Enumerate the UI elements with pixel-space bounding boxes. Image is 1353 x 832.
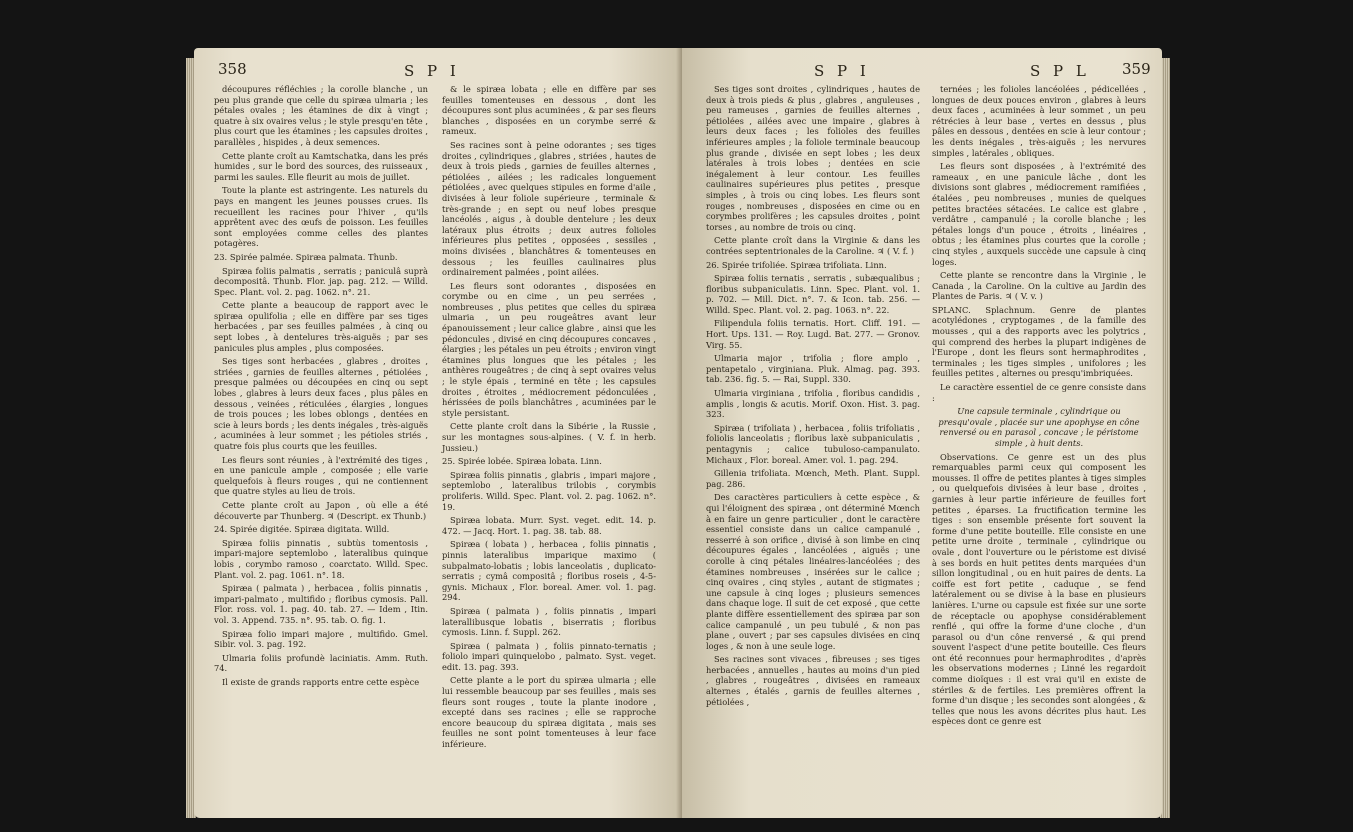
paragraph: Ulmaria major , trifolia ; flore amplo , pentapetalo , virginiana. Pluk. Almag. pag. 393. tab. 236. fig. 5. — Rai, Suppl. 330. (706, 353, 920, 385)
paragraph: 26. Spirée trifoliée. Spiræa trifoliata. Linn. (706, 259, 887, 270)
paragraph: Spiræa foliis pinnatis , subtùs tomentosis , impari-majore septemlobo , lateralibus quinque lobis , corymbo ramoso , coarctato. Willd. Spec. Plant. vol. 2. pag. 1061. n°. 18. (214, 537, 428, 580)
left-column-1 (214, 84, 428, 690)
left-running-header: S P I (404, 62, 460, 80)
paragraph: SPLANC. Splachnum. Genre de plantes acotylédones , cryptogames , de la famille des mousses , qui a des rapports avec les polytrics , qui comprend des herbes la plupart indigènes de l'Europe , dont les fleurs sont hermaphrodites , terminales ; les tiges simples , unifolores ; les feuilles petites , alternes ou presqu'imbriquées. (932, 304, 1146, 379)
paragraph: Ses racines sont vivaces , fibreuses ; ses tiges herbacées , annuelles , hautes au moins d'un pied , glabres , rougeâtres , divisées en rameaux alternes , étalés , garnis de feuilles alternes , pétiolées , (706, 654, 920, 707)
paragraph: découpures réfléchies ; la corolle blanche , un peu plus grande que celle du spiræa ulmaria ; les pétales ovales ; les étamines de dix à vingt ; quatre à six ovaires velus ; le style presqu'en tête , plus court que les étamines ; les capsules droites , parallèles , hispides , à deux semences. (214, 84, 428, 147)
paragraph: Ulmaria virginiana , trifolia , floribus candidis , amplis , longis & acutis. Morif. Oxon. Hist. 3. pag. 323. (706, 388, 920, 420)
paragraph: Ulmaria foliis profundè laciniatis. Amm. Ruth. 74. (214, 652, 428, 674)
paragraph: Spiræa foliis ternatis , serratis , subæqualibus ; floribus subpaniculatis. Linn. Spec. Plant. vol. 1. p. 702. — Mill. Dict. n°. 7. & Icon. tab. 256. — Willd. Spec. Plant. vol. 2. pag. 1063. n°. 22. (706, 273, 920, 315)
paragraph: Observations. Ce genre est un des plus remarquables parmi ceux qui composent les mousses. Il offre de petites plantes à tiges simples , ou quelquefois divisées à leur base , droites , garnies à leur partie inférieure de feuilles fort petites , éparses. La fructification termine les tiges : son ensemble présente fort souvent la forme d'une petite bouteille. Elle consiste en une petite urne droite , terminale , cylindrique ou ovale , dont l'ouverture ou le péristome est divisé à ses bords en huit petites dents marquées d'un sillon longitudinal , ou en huit paires de dents. La coiffe est fort petite , caduque , se fend latéralement ou se divise à la base en plusieurs lanières. L'urne ou capsule est fixée sur une sorte de réceptacle ou apophyse considérablement renflé , qui offre la forme d'une cloche , d'un parasol ou d'un cône renversé , & qui prend souvent l'aspect d'une petite bouteille. Ces fleurs ont été reconnues pour hermaphrodites , d'après les observations modernes ; Linné les regardoit comme dioïques : il est vrai qu'il en existe de stériles & de fertiles. Les premières offrent la forme d'un disque ; les secondes sont alongées , & telles que nous les avons décrites plus haut. Les espèces dont ce genre est (932, 451, 1146, 727)
paragraph: Cette plante a beaucoup de rapport avec le spiræa opulifolia ; elle en diffère par ses tiges herbacées , par ses feuilles palmées , à cinq ou sept lobes , à dentelures très-aiguës ; par ses panicules plus amples , plus composées. (214, 300, 428, 353)
right-column-1 (706, 84, 920, 710)
paragraph: Toute la plante est astringente. Les naturels du pays en mangent les jeunes pousses crues. Ils recueillent les racines pour l'hiver , qu'ils apprêtent avec des œufs de poisson. Les feuilles sont employées comme celles des plantes potagères. (214, 185, 428, 249)
paragraph: Les fleurs sont disposées , à l'extrémité des rameaux , en une panicule lâche , dont les divisions sont glabres , médiocrement ramifiées , étalées , peu nombreuses , munies de quelques petites bractées sétacées. Le calice est glabre , verdâtre , campanulé ; la corolle blanche ; les pétales longs d'un pouce , étroits , linéaires , obtus ; les étamines plus courtes que la corolle ; cinq styles , auxquels succède une capsule à cinq loges. (932, 161, 1146, 267)
paragraph: Les fleurs sont réunies , à l'extrémité des tiges , en une panicule ample , composée ; elle varie quelquefois à fleurs rouges , qui ne contiennent que quatre styles au lieu de trois. (214, 454, 428, 497)
right-page (682, 48, 1162, 818)
paragraph: Spiræa ( trifoliata ) , herbacea , foliis trifoliatis , foliolis lanceolatis ; floribus laxè subpaniculatis , pentagynis ; calice tubuloso-campanulato. Michaux , Flor. boreal. Amer. vol. 1. pag. 294. (706, 422, 920, 465)
paragraph: Spiræa lobata. Murr. Syst. veget. edit. 14. p. 472. — Jacq. Hort. 1. pag. 38. tab. 88. (442, 515, 656, 536)
right-running-header-right: S P L (1030, 62, 1090, 80)
paragraph: Spiræa foliis palmatis , serratis ; paniculâ suprà decompositâ. Thunb. Flor. jap. pag. 212. — Willd. Spec. Plant. vol. 2. pag. 1062. n°. 21. (214, 265, 428, 297)
left-column-2 (442, 84, 656, 753)
paragraph: Spiræa ( lobata ) , herbacea , foliis pinnatis , pinnis lateralibus imparique maximo ( subpalmato-lobatis ; lobis lanceolatis , duplicato-serratis ; cymâ compositâ ; floribus roseis , 4-5-gynis. Michaux , Flor. boreal. Amer. vol. 1. pag. 294. (442, 539, 656, 603)
paragraph: Cette plante croît dans la Virginie & dans les contrées septentrionales de la Caroline. ♃ ( V. f. ) (706, 235, 920, 256)
left-page (194, 48, 682, 818)
paragraph: Cette plante croît au Japon , où elle a été découverte par Thunberg. ♃ (Descript. ex Thunb.) (214, 499, 428, 521)
paragraph: 23. Spirée palmée. Spiræa palmata. Thunb. (214, 251, 398, 262)
paragraph: Les fleurs sont odorantes , disposées en corymbe ou en cime , un peu serrées , nombreuses , plus petites que celles du spiræa ulmaria , un peu rougeâtres avant leur épanouissement ; leur calice glabre , ainsi que les pédoncules , divisé en cinq découpures concaves , élargies ; les pétales un peu étroits ; environ vingt étamines plus longues que les pétales ; les anthères rougeâtres ; de cinq à sept ovaires velus ; le style épais , terminé en tête ; les capsules droites , étroites , médiocrement pédonculées , hérissées de poils blanchâtres , acuminées par le style persistant. (442, 280, 656, 418)
paragraph: Ses tiges sont droites , cylindriques , hautes de deux à trois pieds & plus , glabres , anguleuses , peu rameuses , garnies de feuilles alternes , pétiolées , ailées avec une impaire , glabres à leurs deux faces ; les folioles des feuilles inférieures amples ; la foliole terminale beaucoup plus grande , divisée en sept lobes ; les deux latérales à trois lobes ; dentées en scie inégalement à leur contour. Les feuilles caulinaires supérieures plus petites , presque simples , à trois ou cinq lobes. Les fleurs sont rouges , nombreuses , disposées en cime ou en corymbes prolifères ; les capsules droites , point torses , au nombre de trois ou cinq. (706, 84, 920, 232)
paragraph: Spiræa foliis pinnatis , glabris , impari majore , septemlobo , lateralibus trilobis , corymbis proliferis. Willd. Spec. Plant. vol. 2. pag. 1062. n°. 19. (442, 469, 656, 512)
paragraph: Spiræa ( palmata ) , herbacea , foliis pinnatis , impari-palmato , multifido ; floribus cymosis. Pall. Flor. ross. vol. 1. pag. 40. tab. 27. — Idem , Itin. vol. 3. Append. 735. n°. 95. tab. O. fig. 1. (214, 583, 428, 625)
paragraph: Spiræa folio impari majore , multifido. Gmel. Sibir. vol. 3. pag. 192. (214, 628, 428, 650)
right-column-2 (932, 84, 1146, 730)
paragraph: Ses racines sont à peine odorantes ; ses tiges droites , cylindriques , glabres , striées , hautes de deux à trois pieds , garnies de feuilles alternes , pétiolées , ailées ; les radicales longuement pétiolées , avec quelques stipules en forme d'aile , divisées à leur foliole supérieure , terminale & très-grande ; en sept ou neuf lobes presque lancéolés , aigus , à double dentelure ; les deux latéraux plus étroits ; deux autres folioles inférieures plus petites , opposées , sessiles , moins divisées , blanchâtres & tomenteuses en dessous ; les feuilles caulinaires plus ordinairement palmées , point ailées. (442, 139, 656, 278)
left-page-number: 358 (218, 60, 247, 78)
paragraph: Le caractère essentiel de ce genre consiste dans : (932, 382, 1146, 403)
paragraph: Ses tiges sont herbacées , glabres , droites , striées , garnies de feuilles alternes , pétiolées , presque palmées ou découpées en cinq ou sept lobes , glabres à leurs deux faces , plus pâles en dessous , veinées , réticulées , élargies , longues de trois pouces ; les lobes oblongs , dentées en scie à leurs bords ; les dents inégales , très-aiguës , acuminées à leur sommet ; les pétioles striés , quatre fois plus courts que les feuilles. (214, 356, 428, 451)
paragraph: Spiræa ( palmata ) , foliis pinnatis , impari laterallibusque lobatis , biserratis ; floribus cymosis. Linn. f. Suppl. 262. (442, 605, 656, 638)
paragraph: Il existe de grands rapports entre cette espèce (222, 676, 420, 687)
paragraph: Cette plante a le port du spiræa ulmaria ; elle lui ressemble beaucoup par ses feuilles , mais ses fleurs sont rouges , toute la plante inodore , excepté dans ses racines ; elle se rapproche encore beaucoup du spiræa digitata , mais ses feuilles ne sont point tomenteuses à leur face inférieure. (442, 675, 656, 750)
paragraph: Spiræa ( palmata ) , foliis pinnato-ternatis ; foliolo impari quinquelobo , palmato. Syst. veget. edit. 13. pag. 393. (442, 640, 656, 672)
paragraph: Cette plante croît au Kamtschatka, dans les prés humides , sur le bord des sources, des ruisseaux , parmi les saules. Elle fleurit au mois de juillet. (214, 150, 428, 182)
paragraph: Cette plante croît dans la Sibérie , la Russie , sur les montagnes sous-alpines. ( V. f. in herb. Jussieu.) (442, 421, 656, 453)
paragraph: ternées ; les folioles lancéolées , pédicellées , longues de deux pouces environ , glabres à leurs deux faces , acuminées à leur sommet , un peu rétrécies à leur base , vertes en dessus , plus pâles en dessous , dentées en scie à leur contour ; les dents inégales , très-aiguës ; les nervures simples , latérales , obliques. (932, 84, 1146, 158)
right-running-header-left: S P I (814, 62, 870, 80)
paragraph: Des caractères particuliers à cette espèce , & qui l'éloignent des spiræa , ont déterminé Mœnch à en faire un genre particulier , dont le caractère essentiel consiste dans un calice campanulé , resserré à son orifice , divisé à son limbe en cinq découpures égales , lancéolées , aiguës ; une corolle à cinq pétales linéaires-lancéolées ; des étamines nombreuses , insérées sur le calice ; cinq ovaires , cinq styles , autant de stigmates ; une capsule à cinq loges ; plusieurs semences dans chaque loge. Il suit de cet exposé , que cette plante diffère essentiellement des spiræa par son calice campanulé , un peu tubulé , & non pas plane , ouvert ; par ses capsules divisées en cinq loges , & non à une seule loge. (706, 492, 920, 651)
paragraph: 25. Spirée lobée. Spiræa lobata. Linn. (442, 456, 602, 467)
paragraph: 24. Spirée digitée. Spiræa digitata. Willd. (214, 524, 390, 535)
paragraph: Filipendula foliis ternatis. Hort. Cliff. 191. — Hort. Ups. 131. — Roy. Lugd. Bat. 277. — Gronov. Virg. 55. (706, 318, 920, 350)
right-page-number: 359 (1122, 60, 1151, 78)
paragraph: Gillenia trifoliata. Mœnch, Meth. Plant. Suppl. pag. 286. (706, 468, 920, 489)
paragraph: & le spiræa lobata ; elle en diffère par ses feuilles tomenteuses en dessous , dont les découpures sont plus acuminées , & par ses fleurs blanches , disposées en un corymbe serré & rameux. (442, 84, 656, 137)
paragraph: Une capsule terminale , cylindrique ou presqu'ovale , placée sur une apophyse en cône renversé ou en parasol , concave ; le péristome simple , à huit dents. (938, 406, 1140, 448)
paragraph: Cette plante se rencontre dans la Virginie , le Canada , la Caroline. On la cultive au Jardin des Plantes de Paris. ♃ ( V. v. ) (932, 270, 1146, 302)
